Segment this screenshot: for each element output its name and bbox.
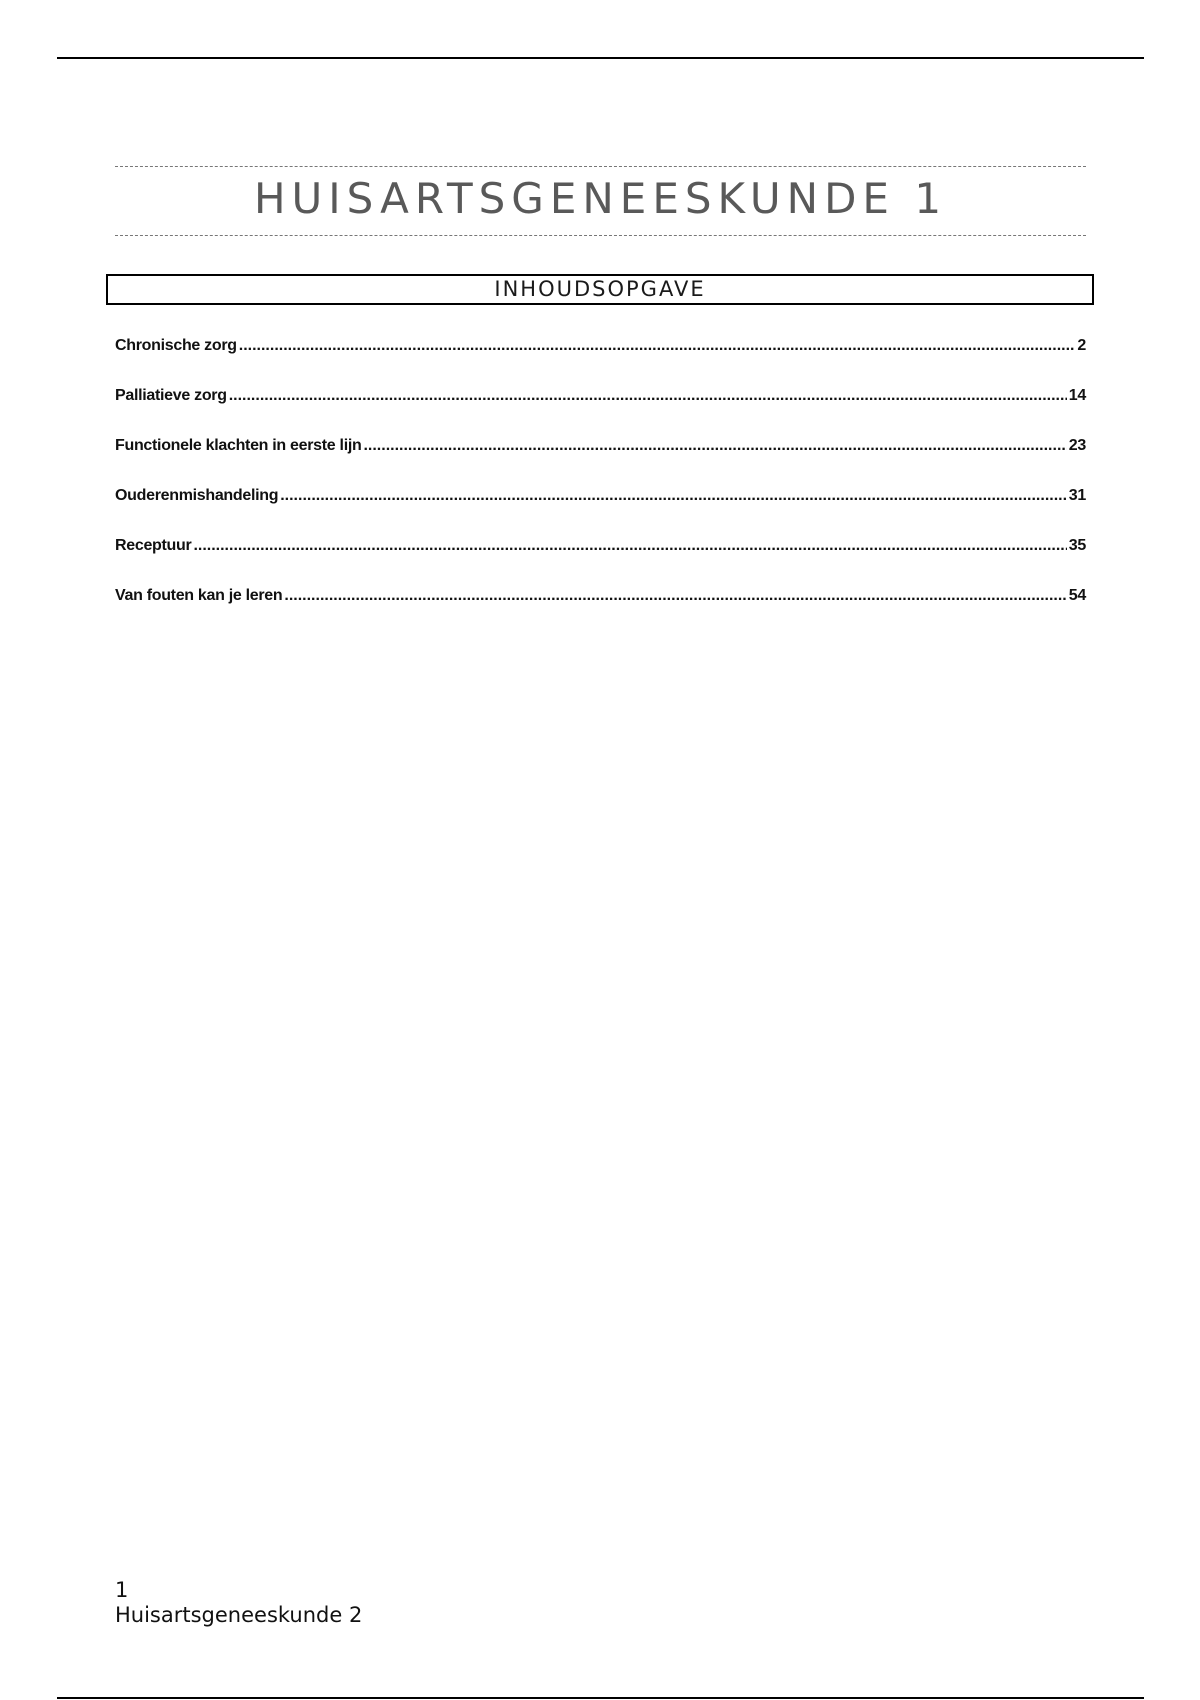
footer-rule — [57, 1697, 1144, 1699]
title-block — [115, 166, 1086, 236]
toc-entry[interactable] — [115, 384, 1086, 434]
toc-entry-label: Ouderenmishandeling — [115, 487, 279, 504]
page-footer — [115, 1578, 362, 1628]
document-title: HUISARTSGENEESKUNDE 1 — [253, 174, 948, 223]
toc-dot-leader — [284, 584, 1066, 608]
toc-entry-label: Palliatieve zorg — [115, 387, 227, 404]
toc-heading: INHOUDSOPGAVE — [494, 277, 706, 301]
header-rule — [57, 57, 1144, 59]
toc-dot-leader — [239, 334, 1076, 358]
toc-entry[interactable] — [115, 434, 1086, 484]
toc-entry-page: 2 — [1077, 337, 1086, 354]
toc-entry-page: 14 — [1068, 387, 1086, 404]
toc-entry[interactable] — [115, 584, 1086, 634]
toc-dot-leader — [229, 384, 1067, 408]
toc-dot-leader — [363, 434, 1066, 458]
toc-entry-label: Functionele klachten in eerste lijn — [115, 437, 362, 454]
toc-entry-page: 23 — [1068, 437, 1086, 454]
toc-entry[interactable] — [115, 534, 1086, 584]
toc-heading-box — [106, 274, 1094, 305]
toc-entry[interactable] — [115, 334, 1086, 384]
footer-text: Huisartsgeneeskunde 2 — [115, 1603, 363, 1627]
toc-entry-label: Receptuur — [115, 537, 192, 554]
toc-entry[interactable] — [115, 484, 1086, 534]
toc-entry-label: Chronische zorg — [115, 337, 237, 354]
toc-entry-page: 54 — [1068, 587, 1086, 604]
toc-dot-leader — [193, 534, 1066, 558]
toc-entry-page: 35 — [1068, 537, 1086, 554]
toc-entry-page: 31 — [1068, 487, 1086, 504]
footer-page-number: 1 — [115, 1578, 129, 1602]
toc-dot-leader — [280, 484, 1067, 508]
toc-entry-label: Van fouten kan je leren — [115, 587, 283, 604]
table-of-contents — [115, 334, 1086, 634]
